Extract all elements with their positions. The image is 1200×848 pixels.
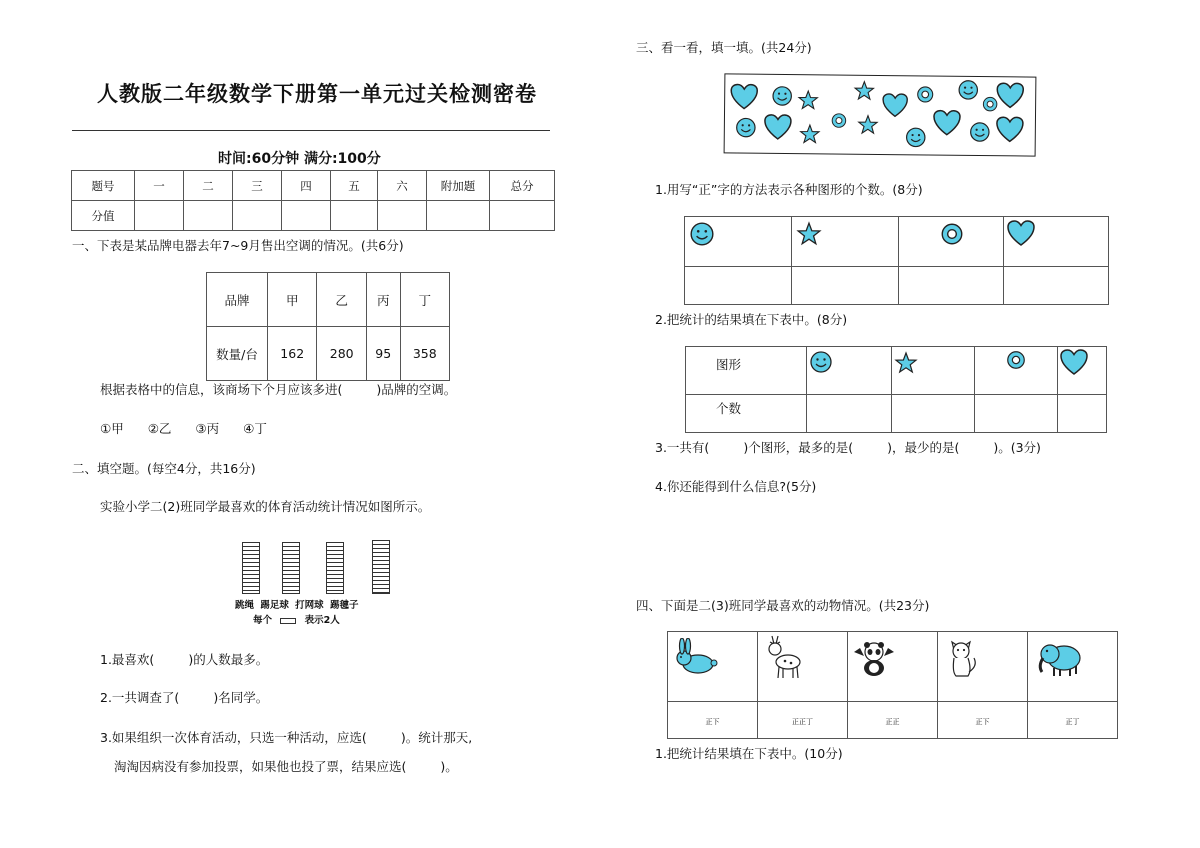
tally-mark: 正下: [975, 718, 990, 726]
bar-zuqiu: [282, 542, 300, 594]
tally-cell[interactable]: [792, 267, 899, 305]
question-text: 根据表格中的信息，该商场下个月应该多进(: [100, 382, 343, 397]
score-cell[interactable]: [184, 201, 233, 231]
section2-intro: 实验小学二(2)班同学最喜欢的体育活动统计情况如图所示。: [100, 499, 431, 514]
question-text: 2.一共调查了(: [100, 690, 180, 705]
score-cell[interactable]: [378, 201, 427, 231]
ring-icon: [939, 221, 965, 247]
tally-cell[interactable]: [899, 267, 1004, 305]
sports-pictograph: [235, 538, 415, 628]
question-text: 3.一共有(: [655, 440, 710, 455]
exam-time-score: 时间:60分钟 满分:100分: [218, 151, 381, 167]
bar-wangqiu: [326, 542, 344, 594]
chart-legend: [253, 612, 340, 626]
bar-tiaosheng: [242, 542, 260, 594]
row-label-count: 个数: [686, 395, 807, 433]
question-text: )。统计那天,: [400, 730, 473, 745]
brand-cell: 丁: [400, 273, 449, 327]
tally-cell[interactable]: [685, 267, 792, 305]
score-header-cell: 二: [184, 171, 233, 201]
title-divider: [72, 130, 550, 131]
quantity-cell: 95: [366, 327, 400, 381]
section3-heading: 三、看一看，填一填。(共24分): [636, 40, 812, 55]
tally-cell[interactable]: [1004, 267, 1109, 305]
chart-label: 跳绳: [235, 600, 255, 611]
star-icon: [894, 351, 918, 375]
section2-q3: [100, 728, 472, 746]
score-table-value-row: [72, 201, 555, 231]
star-icon: [796, 221, 822, 247]
count-cell[interactable]: [1058, 395, 1107, 433]
question-text: )。: [440, 759, 458, 774]
cat-icon: [944, 636, 980, 678]
heart-icon: [1006, 219, 1036, 247]
tally-table: [684, 216, 1109, 305]
question-text: 3.如果组织一次体育活动，只选一种活动，应选(: [100, 730, 367, 745]
brand-sales-table: [206, 272, 450, 381]
section3-q4: 4.你还能得到什么信息?(5分): [655, 479, 817, 494]
count-cell[interactable]: [892, 395, 975, 433]
score-header-cell: 四: [282, 171, 331, 201]
heart-icon: [1059, 348, 1089, 376]
score-header-cell: 题号: [72, 171, 135, 201]
score-cell[interactable]: [282, 201, 331, 231]
brand-cell: 甲: [268, 273, 317, 327]
bar-jianzi: [372, 540, 390, 594]
shapes-picture: [724, 73, 1037, 156]
legend-text: 每个: [253, 615, 273, 626]
score-cell[interactable]: [490, 201, 555, 231]
section3-q1: 1.用写“正”字的方法表示各种图形的个数。(8分): [655, 182, 923, 197]
legend-bar-icon: [280, 618, 296, 624]
row-label-shape: 图形: [686, 347, 807, 395]
panda-icon: [852, 638, 896, 678]
tally-mark: 正丁: [1065, 718, 1080, 726]
quantity-cell: 280: [317, 327, 366, 381]
chart-label: 打网球: [295, 600, 324, 611]
score-header-cell: 三: [233, 171, 282, 201]
score-header-cell: 一: [135, 171, 184, 201]
score-cell[interactable]: [427, 201, 490, 231]
smile-icon: [689, 221, 715, 247]
question-text: )的人数最多。: [188, 652, 269, 667]
question-text: )名同学。: [213, 690, 269, 705]
count-table: [685, 346, 1107, 433]
legend-text: 表示2人: [304, 615, 340, 626]
score-header-cell: 五: [331, 171, 378, 201]
chart-label: 踢足球: [260, 600, 289, 611]
question-text: 淘淘因病没有参加投票，如果他也投了票，结果应选(: [114, 759, 407, 774]
brand-cell: 丙: [366, 273, 400, 327]
rabbit-icon: [672, 638, 722, 678]
question-text: )，最少的是(: [887, 440, 960, 455]
option-c[interactable]: ③丙: [195, 421, 220, 436]
score-cell[interactable]: [331, 201, 378, 231]
score-row-label: 分值: [72, 201, 135, 231]
question-text: )。(3分): [993, 440, 1041, 455]
score-header-cell: 附加题: [427, 171, 490, 201]
section2-heading: 二、填空题。(每空4分，共16分): [72, 461, 256, 476]
page-title: 人教版二年级数学下册第一单元过关检测密卷: [97, 82, 537, 106]
tally-mark: 正正丁: [792, 718, 813, 726]
tally-mark: 正正: [885, 718, 900, 726]
ring-icon: [1005, 349, 1027, 371]
deer-icon: [764, 634, 804, 680]
option-b[interactable]: ②乙: [147, 421, 172, 436]
section1-question: [100, 380, 456, 398]
animal-table: [667, 631, 1118, 739]
section1-heading: 一、下表是某品牌电器去年7~9月售出空调的情况。(共6分): [72, 238, 404, 253]
quantity-cell: 数量/台: [207, 327, 268, 381]
smile-icon: [809, 350, 833, 374]
brand-row: [207, 273, 450, 327]
section2-q1: [100, 650, 268, 668]
question-text: )个图形，最多的是(: [743, 440, 854, 455]
elephant-icon: [1036, 638, 1084, 678]
score-header-cell: 六: [378, 171, 427, 201]
option-d[interactable]: ④丁: [243, 421, 267, 436]
section2-q2: [100, 688, 268, 706]
tally-mark: 正下: [705, 718, 720, 726]
section3-q2: 2.把统计的结果填在下表中。(8分): [655, 312, 848, 327]
chart-label: 踢毽子: [329, 600, 359, 611]
quantity-cell: 358: [400, 327, 449, 381]
quantity-row: [207, 327, 450, 381]
quantity-cell: 162: [268, 327, 317, 381]
section3-q3: [655, 438, 1041, 456]
score-header-cell: 总分: [490, 171, 555, 201]
score-cell[interactable]: [135, 201, 184, 231]
section1-options: [100, 419, 267, 437]
score-cell[interactable]: [233, 201, 282, 231]
question-text: 1.最喜欢(: [100, 652, 155, 667]
section4-heading: 四、下面是二(3)班同学最喜欢的动物情况。(共23分): [636, 598, 930, 613]
brand-cell: 乙: [317, 273, 366, 327]
brand-cell: 品牌: [207, 273, 268, 327]
count-cell[interactable]: [975, 395, 1058, 433]
option-a[interactable]: ①甲: [100, 421, 124, 436]
section4-q1: 1.把统计结果填在下表中。(10分): [655, 746, 843, 761]
section2-q3-cont: [114, 757, 458, 775]
score-table-header-row: [72, 171, 555, 201]
score-table: [71, 170, 555, 231]
count-cell[interactable]: [807, 395, 892, 433]
question-text: )品牌的空调。: [376, 382, 457, 397]
